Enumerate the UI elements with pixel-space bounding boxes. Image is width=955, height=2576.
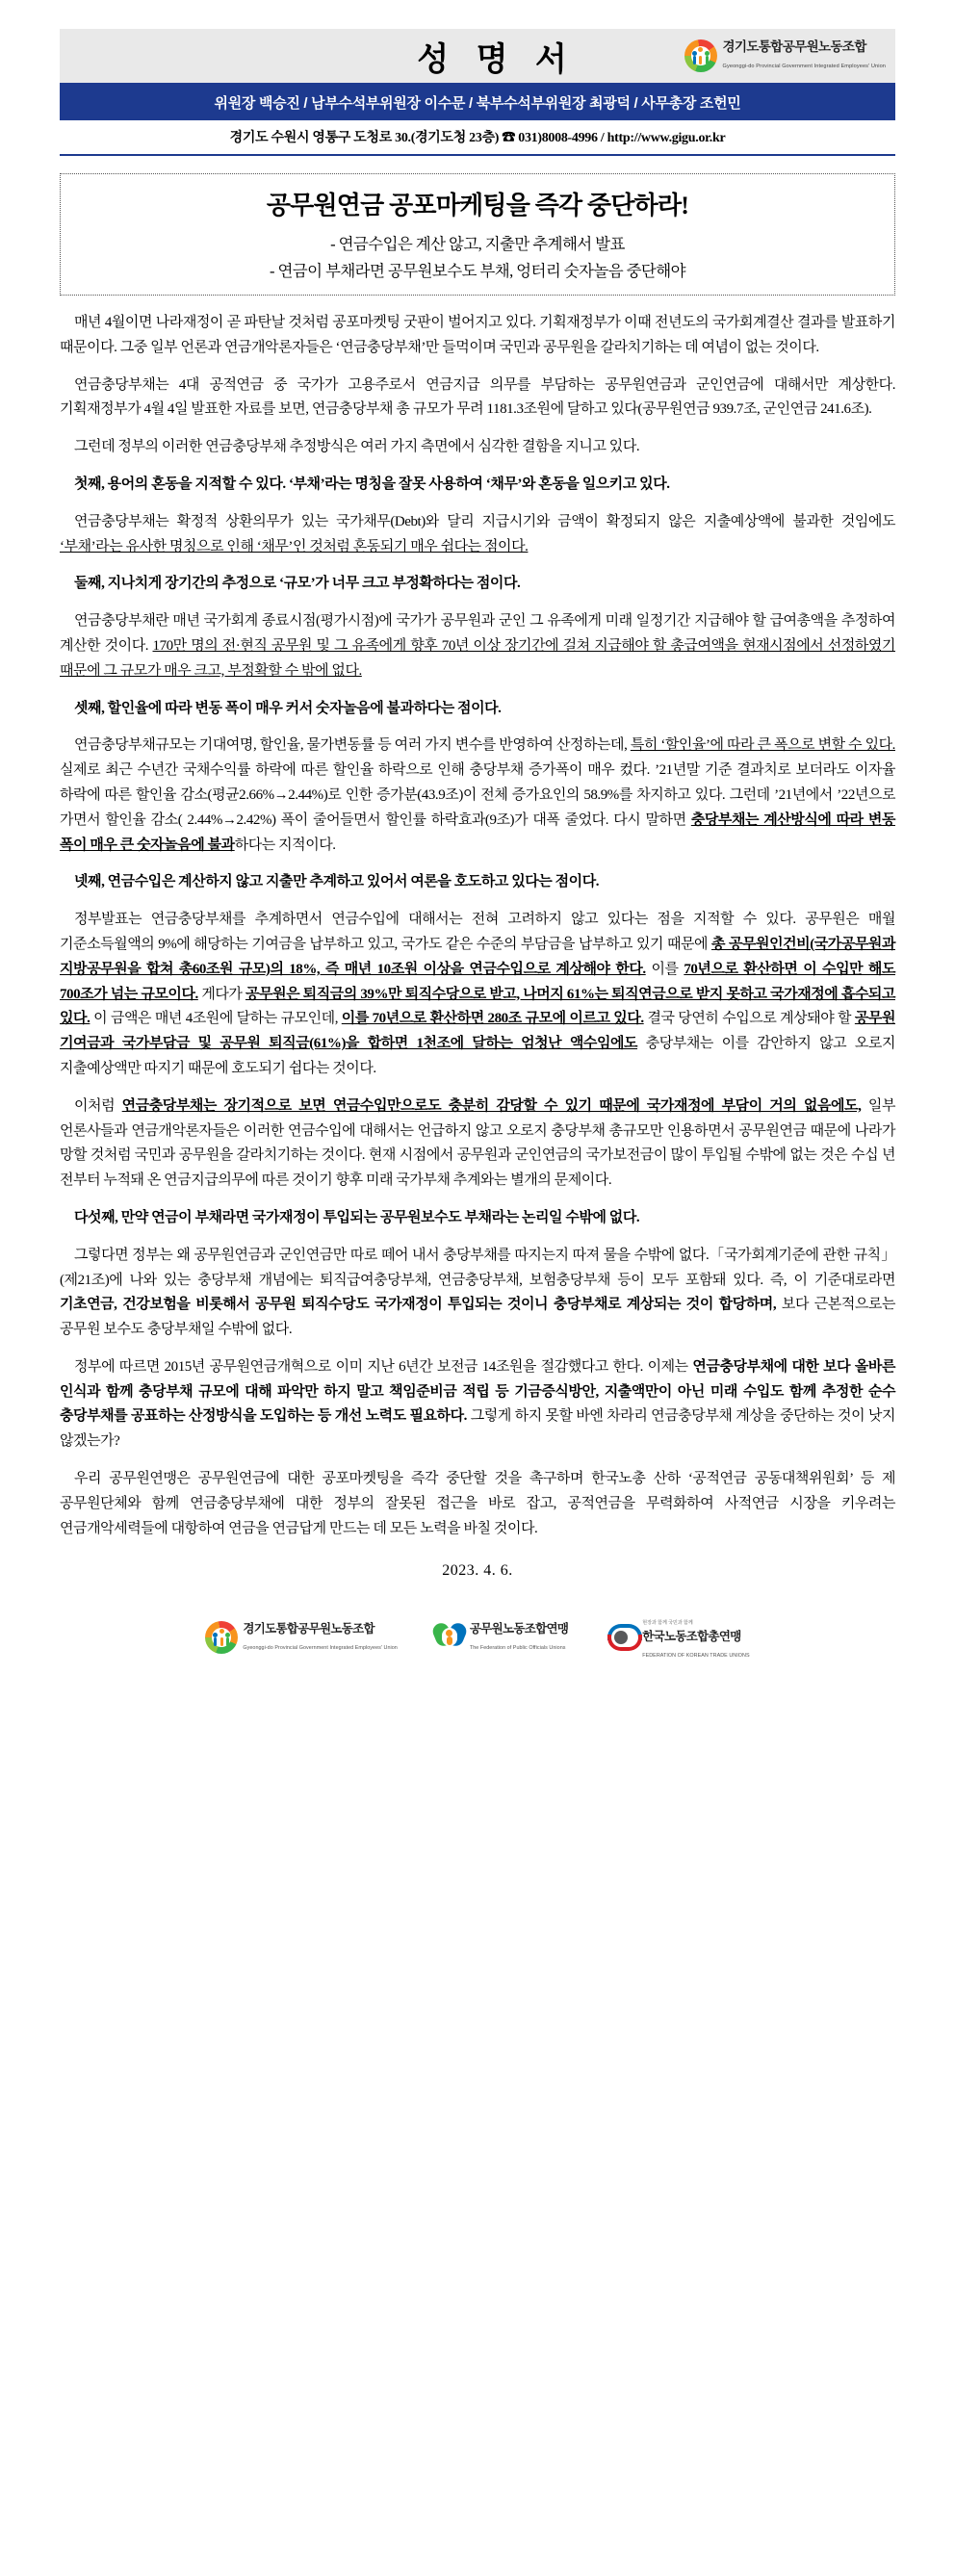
heart-emblem-icon [434,1623,465,1652]
paragraph: 우리 공무원연맹은 공무원연금에 대한 공포마켓팅을 즉각 중단할 것을 촉구하며 한국노총 산하 ‘공적연금 공동대책위원회’ 등 제 공무원단체와 함께 연금충당부채에 대한 정부의 잘못된 접근을 바로 잡고, 공적연금을 무력화하여 사적연금 시장을 키우려는 연금개악세력들에 대항하여 연금을 연금답게 만드는 데 모든 노력을 바칠 것이다. [60,1471,895,1536]
paragraph [60,908,895,1082]
gyeonggi-union-logo [205,1621,398,1654]
fktu-emblem-icon [605,1623,637,1652]
footer-logo-english-name: The Federation of Public Officials Unions [469,1644,566,1651]
masthead-logo-english-name: Gyeonggi-do Provincial Government Integrated Employees' Union [722,64,886,69]
bold-underlined-text-run: 공무원은 퇴직금의 39%만 퇴직수당으로 받고, 나머지 61%는 퇴직연금으로 받지 못하고 국가재정에 흡수되고 있다. [60,986,895,1027]
footer-logo-row [60,1612,895,1661]
text-run: 보다 근본적으로는 공무원 보수도 충당부채일 수밖에 없다. [60,1297,896,1338]
address-contact-bar: 경기도 수원시 영통구 도청로 30.(경기도청 23층) ☎ 031)8008-4996 / http://www.gigu.or.kr [60,120,895,156]
footer-logo-tagline: 현장과 함께 국민과 함께 [642,1620,693,1627]
document-body [60,311,895,1580]
footer-logo-english-name: FEDERATION OF KOREAN TRADE UNIONS [642,1653,750,1660]
text-run: 연금충당부채규모는 기대여명, 할인율, 물가변동률 등 여러 가지 변수를 반영하여 산정하는데, [74,737,631,754]
point-heading-second: 둘째, 지나치게 장기간의 추정으로 ‘규모’가 너무 크고 부정확하다는 점이다. [74,576,521,592]
bold-underlined-text-run: 공무원 기여금과 국가부담금 및 공무원 퇴직금(61%)을 합하면 1천조에 달하는 엄청난 액수임에도 [60,1011,895,1052]
point-heading-third: 셋째, 할인율에 따라 변동 폭이 매우 커서 숫자놀음에 불과하다는 점이다. [74,700,502,716]
bold-underlined-text-run: 70년으로 환산하면 이 수입만 해도 700조가 넘는 규모이다. [60,961,895,1002]
statement-date: 2023. 4. 6. [442,1562,513,1580]
point-heading-first: 첫째, 용어의 혼동을 지적할 수 있다. ‘부채’라는 명칭을 잘못 사용하여 ‘채무’와 혼동을 일으키고 있다. [74,476,670,492]
text-run: 결국 당연히 수입으로 계상돼야 할 [643,1011,855,1027]
paragraph: 연금충당부채는 4대 공적연금 중 국가가 고용주로서 연금지급 의무를 부담하는 공무원연금과 군인연금에 대해서만 계상한다. 기획재정부가 4월 4일 발표한 자료를 보면, 연금충당부채 총 규모가 무려 1181.3조원에 달하고 있다(공무원연금 939.7조, 군인연금 241.6조). [60,376,895,418]
bold-underlined-text-run: 이를 70년으로 환산하면 280조 규모에 이르고 있다. [341,1011,644,1027]
text-run: 이처럼 [74,1097,122,1114]
officers-bar: 위원장 백승진 / 남부수석부위원장 이수문 / 북부수석부위원장 최광덕 / 사무총장 조헌민 [60,86,895,120]
bold-underlined-text-run: 충당부채는 계산방식에 따라 변동 폭이 매우 큰 숫자놀음에 불과 [60,811,895,853]
bold-text-run: 기초연금, 건강보험을 비롯해서 공무원 퇴직수당도 국가재정이 투입되는 것이니 충당부채로 계상되는 것이 합당하며, [60,1297,777,1313]
paragraph [60,1095,895,1194]
underlined-text-run: ‘부채’라는 유사한 명칭으로 인해 ‘채무’인 것처럼 혼동되기 매우 쉽다는 점이다. [60,538,529,554]
bold-underlined-text-run: 연금충당부채는 장기적으로 보면 연금수입만으로도 충분히 감당할 수 있기 때문에 국가재정에 부담이 거의 없음에도, [121,1097,862,1114]
public-officials-union-federation-logo [434,1621,568,1654]
document-subheadline-2: - 연금이 부채라면 공무원보수도 부채, 엉터리 숫자놀음 중단해야 [270,262,685,280]
text-run: 그렇게 하지 못할 바엔 차라리 연금충당부채 계상을 중단하는 것이 낫지 않겠는가? [60,1408,895,1450]
text-run: 정부에 따르면 2015년 공무원연금개혁으로 이미 지난 6년간 보전금 14조원을 절감했다고 한다. 이제는 [74,1358,693,1375]
paragraph [60,609,895,683]
paragraph [60,510,895,560]
text-run: 실제로 최근 수년간 국채수익률 하락에 따른 할인율 하락으로 인해 충당부채 증가폭이 매우 컸다. ’21년말 기준 결과치로 보더라도 이자율 하락에 따른 할인율 감소(평균2.66%→2.44%)로 인한 증가분(43.9조)이 전체 증가요인의 58.9%를 차지하고 있다. 그런데 ’21년에서 ’22년으로 가면서 할인율 감소( 2.44%→2.42%) 폭이 줄어들면서 할인률 하락효과(9조)가 대폭 줄었다. 다시 말하면 [60,762,895,828]
bold-text-run: 연금충당부채에 대한 보다 올바른 인식과 함께 충당부채 규모에 대해 파악만 하지 말고 책임준비금 적립 등 기금증식방안, 지출액만이 아닌 미래 수입도 함께 추정한 순수 충당부채를 공표하는 산정방식을 도입하는 등 개선 노력도 필요하다. [60,1358,895,1425]
page-title: 성 명 서 [417,41,577,78]
text-run: 충당부채는 이를 감안하지 않고 오로지 지출예상액만 따지기 때문에 호도되기 쉽다는 것이다. [60,1036,895,1076]
fktu-logo [605,1612,749,1661]
masthead-logo-korean-name: 경기도통합공무원노동조합 [722,39,866,55]
footer-logo-korean-name: 공무원노동조합연맹 [469,1621,569,1636]
document-headline: 공무원연금 공포마케팅을 즉각 중단하라! [266,192,689,219]
union-emblem-icon [205,1621,238,1654]
text-run: 연금충당부채란 매년 국가회계 종료시점(평가시점)에 국가가 공무원과 군인 그 유족에게 미래 일정기간 지급해야 할 급여총액을 추정하여 계산한 것이다. [60,613,895,654]
paragraph: 매년 4월이면 나라재정이 곧 파탄날 것처럼 공포마켓팅 굿판이 벌어지고 있다. 기획재정부가 이때 전년도의 국가회계결산 결과를 발표하기 때문이다. 그중 일부 언론과 연금개악론자들은 ‘연금충당부채’만 들먹이며 국민과 공무원을 갈라치기하는 데 여념이 없는 것이다. [60,315,895,355]
point-heading-fifth: 다섯째, 만약 연금이 부채라면 국가재정이 투입되는 공무원보수도 부채라는 논리일 수밖에 없다. [74,1209,640,1225]
text-run: 정부발표는 연금충당부채를 추계하면서 연금수입에 대해서는 전혀 고려하지 않고 있다는 점을 지적할 수 있다. 공무원은 매월 기준소득월액의 9%에 해당하는 기여금을 납부하고 있고, 국가도 같은 수준의 부담금을 납부하고 있기 때문에 [60,912,895,952]
text-run: 하다는 지적이다. [234,837,336,853]
document-subheadline-1: - 연금수입은 계산 않고, 지출만 추계해서 발표 [330,235,625,253]
footer-logo-english-name: Gyeonggi-do Provincial Government Integrated Employees' Union [243,1644,398,1651]
text-run: 이 금액은 매년 4조원에 달하는 규모인데, [90,1011,342,1027]
paragraph: 그런데 정부의 이러한 연금충당부채 추정방식은 여러 가지 측면에서 심각한 결함을 지니고 있다. [74,439,640,455]
footer-logo-korean-name: 한국노동조합총연맹 [642,1630,741,1644]
text-run: 일부 언론사들과 연금개악론자들은 이러한 연금수입에 대해서는 언급하지 않고 오로지 충당부채 총규모만 인용하면서 공무원연금 때문에 나라가 망할 것처럼 국민과 공무원을 갈라치기하는 것이다. 현재 시점에서 공무원과 군인연금의 국가보전금이 많이 투입될 수밖에 없는 것은 수십 년 전부터 누적돼 온 연금지급의무에 따른 것이기 향후 미래 국가부채 추계와는 별개의 문제이다. [60,1097,896,1189]
paragraph [60,734,895,858]
title-box [60,173,895,296]
paragraph [60,1244,895,1343]
paragraph [60,1355,895,1455]
union-emblem-icon [684,39,717,72]
text-run: 그렇다면 정부는 왜 공무원연금과 군인연금만 따로 떼어 내서 충당부채를 따지는지 따져 물을 수밖에 없다.「국가회계기준에 관한 규칙」(제21조)에 나와 있는 충당부채 개념에는 퇴직급여충당부채, 연금충당부채, 보험충당부채 등이 모두 포함돼 있다. 즉, 이 기준대로라면 [60,1247,895,1288]
statement-document-page [0,29,955,2576]
text-run: 연금충당부채는 확정적 상환의무가 있는 국가채무(Debt)와 달리 지급시기와 금액이 확정되지 않은 지출예상액에 불과한 것임에도 [74,513,895,529]
masthead-union-logo [684,39,886,72]
footer-logo-korean-name: 경기도통합공무원노동조합 [243,1621,374,1636]
underlined-text-run: 특히 ‘할인율’에 따라 큰 폭으로 변할 수 있다. [630,737,895,754]
text-run: 이를 [645,961,684,977]
point-heading-fourth: 넷째, 연금수입은 계산하지 않고 지출만 추계하고 있어서 여론을 호도하고 있다는 점이다. [74,874,600,890]
masthead [60,29,895,86]
bold-underlined-text-run: 총 공무원인건비(국가공무원과 지방공무원을 합쳐 총60조원 규모)의 18%, 즉 매년 10조원 이상을 연금수입으로 계상해야 한다. [60,936,895,977]
text-run: 게다가 [197,986,245,1002]
underlined-text-run: 170만 명의 전·현직 공무원 및 그 유족에게 향후 70년 이상 장기간에 걸쳐 지급해야 할 총급여액을 현재시점에서 선정하였기 때문에 그 규모가 매우 크고, 부정확할 수 밖에 없다. [60,637,895,679]
